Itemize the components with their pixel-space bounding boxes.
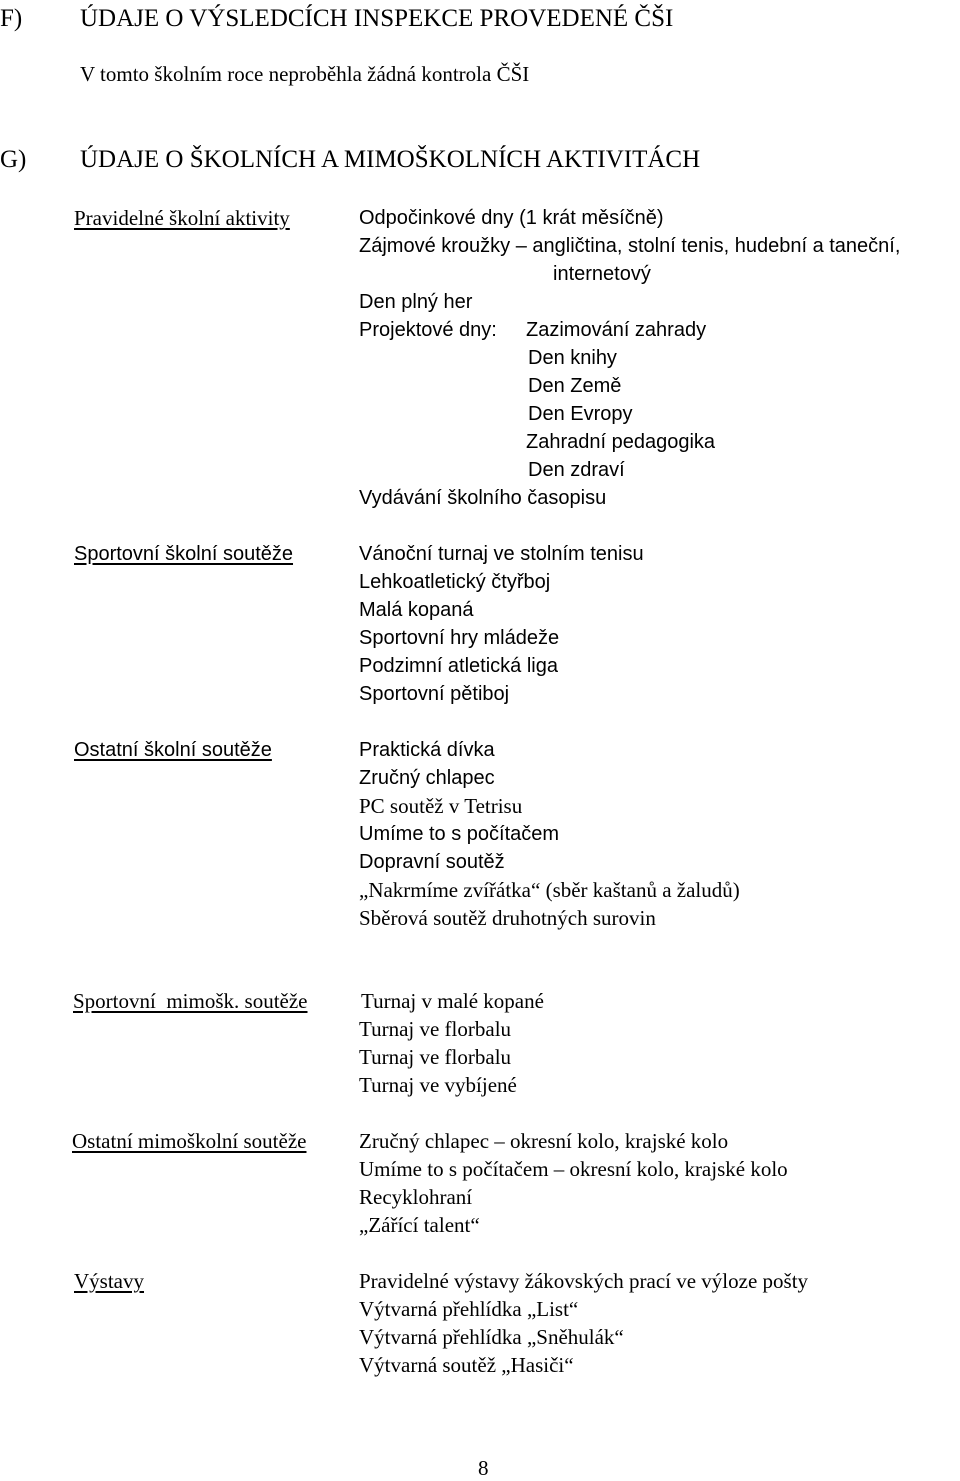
- list-item: Zručný chlapec – okresní kolo, krajské kolo: [359, 1129, 729, 1153]
- list-item: Výtvarná přehlídka „List“: [359, 1297, 579, 1321]
- list-item: Umíme to s počítačem: [359, 823, 560, 845]
- list-item: Turnaj v malé kopané: [361, 989, 544, 1013]
- list-item: Turnaj ve vybíjené: [359, 1073, 517, 1097]
- section-f-title: ÚDAJE O VÝSLEDCÍCH INSPEKCE PROVEDENÉ ČŠI: [80, 5, 674, 32]
- other-extra-label: Ostatní mimoškolní soutěže: [72, 1129, 307, 1153]
- list-item: Den Evropy: [528, 403, 633, 425]
- exhibitions-label: Výstavy: [74, 1269, 144, 1293]
- sport-school-label: Sportovní školní soutěže: [74, 543, 294, 565]
- list-item: Dopravní soutěž: [359, 851, 505, 873]
- sport-extra-label: Sportovní mimošk. soutěže: [73, 989, 308, 1013]
- list-item: Lehkoatletický čtyřboj: [359, 571, 551, 593]
- page-number: 8: [478, 1456, 489, 1480]
- list-item: Den Země: [528, 375, 622, 397]
- list-item: internetový: [553, 263, 651, 285]
- section-g-title: ÚDAJE O ŠKOLNÍCH A MIMOŠKOLNÍCH AKTIVITÁCH: [80, 146, 701, 173]
- list-item: Sportovní pětiboj: [359, 683, 510, 705]
- list-item: PC soutěž v Tetrisu: [359, 794, 523, 818]
- list-item: „Zářící talent“: [359, 1213, 480, 1237]
- list-item: Malá kopaná: [359, 599, 474, 621]
- list-item: Odpočinkové dny (1 krát měsíčně): [359, 207, 664, 229]
- list-item: Sběrová soutěž druhotných surovin: [359, 906, 656, 930]
- list-item: Den plný her: [359, 291, 473, 313]
- list-item: Zahradní pedagogika: [526, 431, 716, 453]
- list-item: Vánoční turnaj ve stolním tenisu: [359, 543, 644, 565]
- list-item: Zručný chlapec: [359, 767, 495, 789]
- list-item: Den knihy: [528, 347, 617, 369]
- list-item: Umíme to s počítačem – okresní kolo, krajské kolo: [359, 1157, 788, 1181]
- section-g-letter: G): [0, 146, 27, 173]
- list-item: Turnaj ve florbalu: [359, 1017, 512, 1041]
- list-item: Zájmové kroužky – angličtina, stolní tenis, hudební a taneční,: [359, 235, 901, 257]
- list-item: Zazimování zahrady: [526, 319, 707, 341]
- regular-activities-label: Pravidelné školní aktivity: [74, 206, 290, 230]
- list-item: Výtvarná přehlídka „Sněhulák“: [359, 1325, 624, 1349]
- section-f-letter: F): [0, 5, 23, 32]
- list-item: Recyklohraní: [359, 1185, 473, 1209]
- section-f-note: V tomto školním roce neproběhla žádná kontrola ČŠI: [80, 62, 530, 86]
- list-item: Praktická dívka: [359, 739, 495, 761]
- other-school-label: Ostatní školní soutěže: [74, 739, 272, 761]
- list-item: Pravidelné výstavy žákovských prací ve výloze pošty: [359, 1269, 809, 1293]
- list-item: Den zdraví: [528, 459, 625, 481]
- list-item: „Nakrmíme zvířátka“ (sběr kaštanů a žaludů): [359, 878, 740, 902]
- list-item: Projektové dny:: [359, 319, 497, 341]
- list-item: Podzimní atletická liga: [359, 655, 558, 677]
- list-item: Sportovní hry mládeže: [359, 627, 560, 649]
- list-item: Vydávání školního časopisu: [359, 487, 607, 509]
- list-item: Výtvarná soutěž „Hasiči“: [359, 1353, 574, 1377]
- list-item: Turnaj ve florbalu: [359, 1045, 512, 1069]
